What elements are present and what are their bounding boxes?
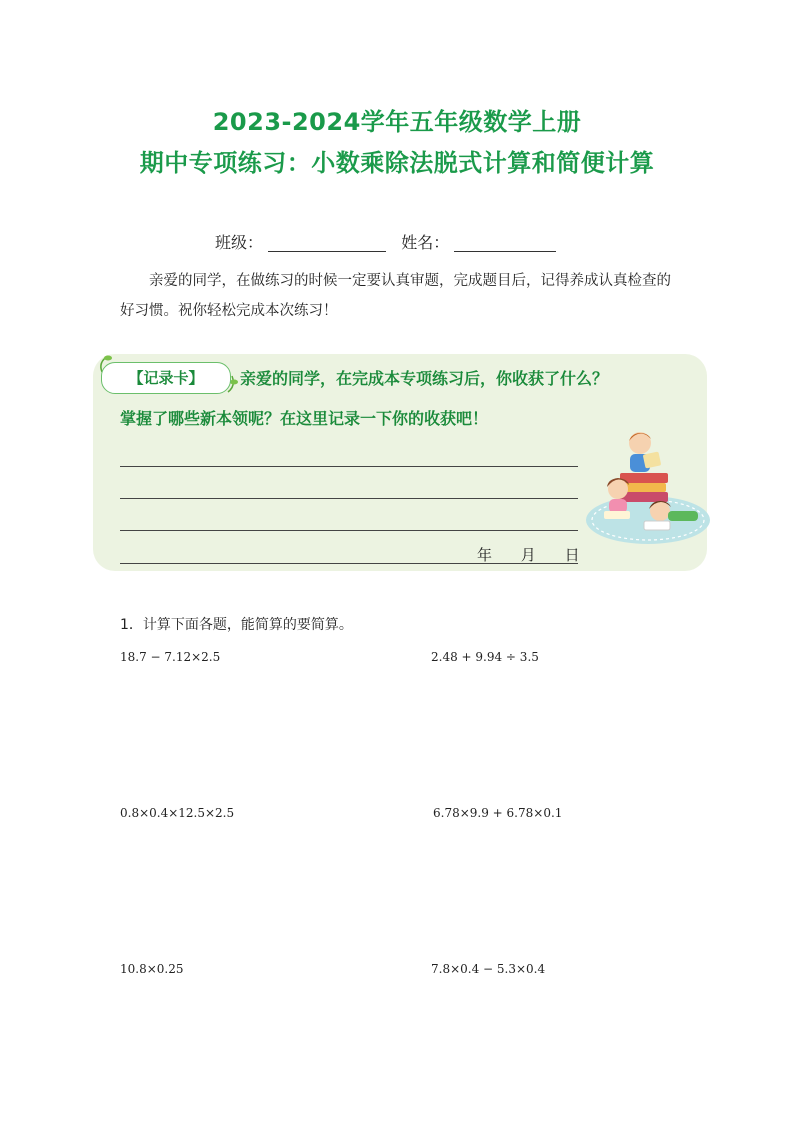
- name-label: 姓名：: [401, 233, 450, 252]
- problem-2: 2.48 + 9.94 ÷ 3.5: [431, 650, 539, 664]
- kids-reading-illustration-icon: [578, 425, 710, 550]
- date-month: 月: [520, 546, 536, 564]
- record-line-1[interactable]: [120, 466, 578, 467]
- problem-4: 6.78×9.9 + 6.78×0.1: [433, 806, 563, 820]
- name-blank[interactable]: [454, 235, 556, 252]
- date-day: 日: [564, 546, 580, 564]
- problem-1: 18.7 − 7.12×2.5: [120, 650, 221, 664]
- problem-6: 7.8×0.4 − 5.3×0.4: [431, 962, 546, 976]
- problem-3: 0.8×0.4×12.5×2.5: [120, 806, 235, 820]
- question-title: 1．计算下面各题，能简算的要简算。: [120, 617, 353, 633]
- record-card-tag: 【记录卡】: [101, 362, 231, 394]
- record-date: [477, 544, 590, 565]
- record-card-prompt-line2: 掌握了哪些新本领呢？在这里记录一下你的收获吧！: [120, 409, 489, 428]
- date-year: 年: [477, 546, 493, 564]
- page-title-line2: 期中专项练习：小数乘除法脱式计算和简便计算: [139, 149, 655, 177]
- page-title-line1: 2023-2024学年五年级数学上册: [212, 108, 582, 136]
- record-line-3[interactable]: [120, 530, 578, 531]
- problem-5: 10.8×0.25: [120, 962, 184, 976]
- record-card-prompt-line1: 亲爱的同学，在完成本专项练习后，你收获了什么？: [240, 369, 609, 388]
- class-label: 班级：: [215, 233, 264, 252]
- class-blank[interactable]: [268, 235, 386, 252]
- intro-paragraph: 亲爱的同学，在做练习的时候一定要认真审题，完成题目后，记得养成认真检查的好习惯。祝你轻松完成本次练习！: [120, 273, 671, 319]
- student-info: [215, 230, 556, 253]
- record-line-2[interactable]: [120, 498, 578, 499]
